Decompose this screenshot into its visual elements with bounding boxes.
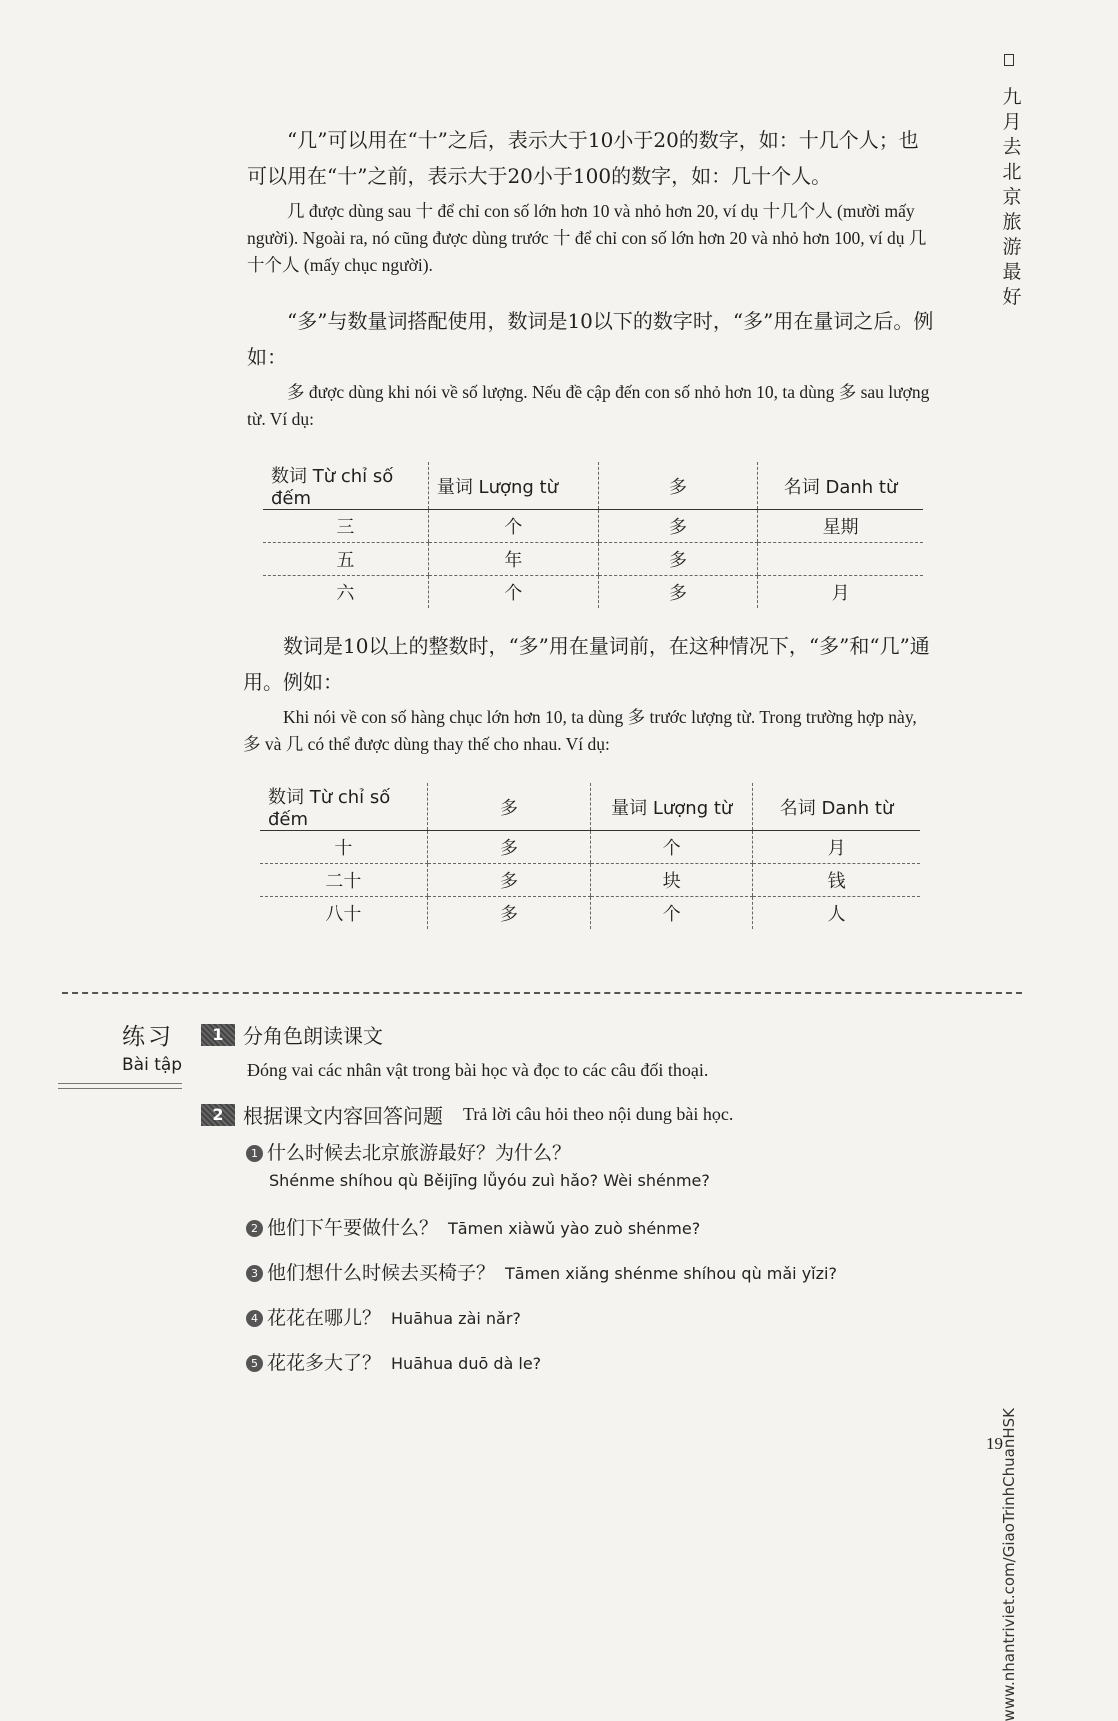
task-1-zh: 分角色朗读课文 [243,1024,383,1048]
question-pinyin: Tāmen xiǎng shénme shíhou qù mǎi yǐzi? [505,1264,837,1283]
question-number-badge: 5 [246,1355,263,1372]
question-item [246,1303,521,1330]
table-row [263,543,923,576]
duo-before-measure-table [260,783,920,929]
table-cell: 八十 [325,904,362,925]
table-cell: 多 [598,510,757,543]
question-pinyin: Tāmen xiàwǔ yào zuò shénme? [448,1219,701,1238]
table-cell: 十 [260,831,427,864]
table-row [260,864,920,897]
duo-rule1-zh: “多”与数量词搭配使用，数词是10以下的数字时，“多”用在量词之后。例如： [247,309,934,369]
table1-header: 多 [598,462,757,510]
task-number-badge: 2 [201,1104,235,1126]
task-number-badge: 1 [201,1024,235,1046]
question-zh: 他们下午要做什么？ [267,1217,439,1239]
question-item [246,1213,700,1240]
table-cell: 月 [758,576,923,609]
table2-header: 数词 Từ chỉ số đếm [260,783,427,831]
table-cell: 二十 [260,864,427,897]
question-number-badge: 2 [246,1220,263,1237]
table-cell: 多 [598,576,757,609]
section-divider [62,992,1022,994]
question-item [246,1138,571,1165]
task-1 [201,1020,383,1049]
duo-rule2-vi: Khi nói về con số hàng chục lớn hơn 10, ta dùng 多 trước lượng từ. Trong trường hợp này, 多 và 几 có thể được dùng thay thế cho nhau. Ví dụ: [243,707,917,754]
question-item [246,1258,837,1285]
table-cell: 个 [428,510,598,543]
table-cell: 多 [427,831,591,864]
task-2-zh: 根据课文内容回答问题 [243,1104,443,1128]
table-cell: 块 [591,864,753,897]
table-cell [758,543,923,576]
table1-header: 名词 Danh từ [758,462,923,510]
table-row [263,576,923,609]
question-pinyin: Huāhua duō dà le? [391,1354,542,1373]
exercise-heading [122,1018,182,1075]
table-cell: 月 [753,831,920,864]
question-zh: 花花多大了？ [267,1352,382,1374]
duo-after-measure-table [263,462,923,608]
chapter-title: 九月去北京旅游最好 [1002,86,1022,308]
table-cell: 多 [598,543,757,576]
table-cell: 多 [427,864,591,897]
table-row [263,510,923,543]
exercise-heading-zh: 练习 [122,1024,174,1050]
table-cell: 六 [336,583,355,604]
table2-header: 名词 Danh từ [753,783,920,831]
table1-header: 数词 Từ chỉ số đếm [263,462,428,510]
question-pinyin: Huāhua zài nǎr? [391,1309,521,1328]
table-cell: 年 [428,543,598,576]
table-row [260,831,920,864]
question-zh: 花花在哪儿？ [267,1307,382,1329]
question-zh: 他们想什么时候去买椅子？ [267,1262,496,1284]
table1-header: 量词 Lượng từ [428,462,598,510]
chapter-marker-icon [1004,54,1014,66]
task-2 [201,1100,733,1129]
question-number-badge: 3 [246,1265,263,1282]
question-zh: 什么时候去北京旅游最好？为什么？ [267,1142,572,1164]
question-number-badge: 4 [246,1310,263,1327]
table-cell: 三 [263,510,428,543]
task-2-vi: Trả lời câu hỏi theo nội dung bài học. [463,1104,734,1124]
question-pinyin: Shénme shíhou qù Běijīng lǚyóu zuì hǎo? Wèi shénme? [269,1171,710,1190]
page-number: 19 [986,1434,1003,1453]
exercise-underline [58,1083,182,1089]
table2-header: 多 [427,783,591,831]
duo-rule2-zh: 数词是10以上的整数时，“多”用在量词前，在这种情况下，“多”和“几”通用。例如： [243,634,930,694]
table-row [260,897,920,930]
table-cell: 五 [263,543,428,576]
duo-rule1-vi: 多 được dùng khi nói về số lượng. Nếu đề cập đến con số nhỏ hơn 10, ta dùng 多 sau lượng từ. Ví dụ: [247,382,930,429]
exercise-heading-vi: Bài tập [122,1055,183,1075]
table-cell: 钱 [753,864,920,897]
task-1-vi: Đóng vai các nhân vật trong bài học và đọc to các câu đối thoại. [247,1060,709,1080]
table-cell: 个 [591,831,753,864]
question-number-badge: 1 [246,1145,263,1162]
table-cell: 人 [753,897,920,930]
table-cell: 星期 [758,510,923,543]
table-cell: 个 [428,576,598,609]
question-item [246,1348,541,1375]
publisher-url: www.nhantriviet.com/GiaoTrinhChuanHSK [1000,1408,1018,1721]
table2-header: 量词 Lượng từ [591,783,753,831]
ji-explanation-zh: “几”可以用在“十”之后，表示大于10小于20的数字，如：十几个人；也可以用在“十”之前，表示大于20小于100的数字，如：几十个人。 [247,128,919,188]
table-cell: 多 [427,897,591,930]
ji-explanation-vi: 几 được dùng sau 十 để chỉ con số lớn hơn 10 và nhỏ hơn 20, ví dụ 十几个人 (mười mấy người). Ngoài ra, nó cũng được dùng trước 十 để chỉ con số lớn hơn 20 và nhỏ hơn 100, ví dụ 几十个人 (mấy chục người). [247,201,927,275]
table-cell: 个 [591,897,753,930]
